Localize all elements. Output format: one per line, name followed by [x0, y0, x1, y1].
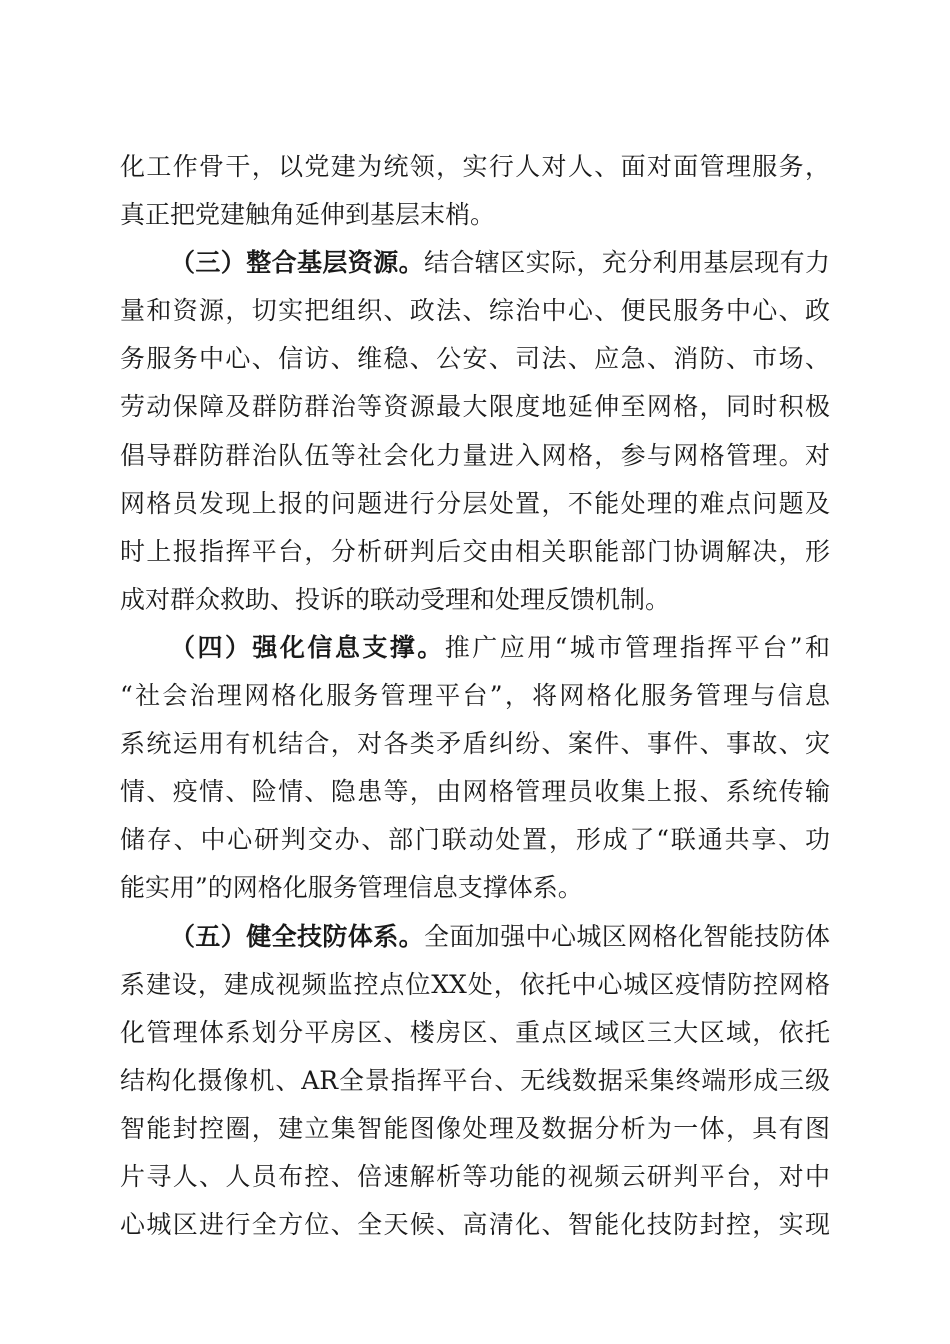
text-line: 化管理体系划分平房区、楼房区、重点区域区三大区域，依托	[120, 1017, 830, 1047]
text-line: 情、疫情、险情、隐患等，由网格管理员收集上报、系统传输	[120, 777, 830, 807]
text-line: 片寻人、人员布控、倍速解析等功能的视频云研判平台，对中	[120, 1161, 830, 1191]
section-5-heading: （五）健全技防体系。	[170, 921, 424, 951]
text-line: 储存、中心研判交办、部门联动处置，形成了“联通共享、功	[120, 825, 830, 855]
text-line: 网格员发现上报的问题进行分层处置，不能处理的难点问题及	[120, 488, 830, 518]
text-line: 务服务中心、信访、维稳、公安、司法、应急、消防、市场、	[120, 344, 830, 374]
section-5-heading-line: （五）健全技防体系。全面加强中心城区网格化智能技防体	[170, 921, 830, 951]
body-text	[120, 143, 830, 1249]
text-line: 倡导群防群治队伍等社会化力量进入网格，参与网格管理。对	[120, 440, 830, 470]
section-4-heading-line: （四）强化信息支撑。推广应用“城市管理指挥平台”和	[170, 632, 830, 662]
text-line: 劳动保障及群防群治等资源最大限度地延伸至网格，同时积极	[120, 392, 830, 422]
text-line: 能实用”的网格化服务管理信息支撑体系。	[120, 873, 583, 903]
section-3-heading: （三）整合基层资源。	[170, 248, 424, 278]
text-line: “社会治理网格化服务管理平台”，将网格化服务管理与信息	[120, 681, 830, 711]
text-line: 成对群众救助、投诉的联动受理和处理反馈机制。	[120, 584, 671, 614]
text-line: 系建设，建成视频监控点位XX处，依托中心城区疫情防控网格	[120, 969, 830, 999]
text-line: 结构化摄像机、AR全景指挥平台、无线数据采集终端形成三级	[120, 1065, 830, 1095]
text-line: 心城区进行全方位、全天候、高清化、智能化技防封控，实现	[120, 1210, 830, 1240]
text-line: 智能封控圈，建立集智能图像处理及数据分析为一体，具有图	[120, 1113, 830, 1143]
text-line: 量和资源，切实把组织、政法、综治中心、便民服务中心、政	[120, 296, 830, 326]
section-4-heading: （四）强化信息支撑。	[170, 632, 445, 662]
section-3-heading-line: （三）整合基层资源。结合辖区实际，充分利用基层现有力	[170, 248, 830, 278]
text-line: 时上报指挥平台，分析研判后交由相关职能部门协调解决，形	[120, 536, 830, 566]
text-line: 真正把党建触角延伸到基层末梢。	[120, 200, 496, 230]
text-line: 系统运用有机结合，对各类矛盾纠纷、案件、事件、事故、灾	[120, 729, 830, 759]
text-line: 化工作骨干，以党建为统领，实行人对人、面对面管理服务，	[120, 152, 830, 181]
